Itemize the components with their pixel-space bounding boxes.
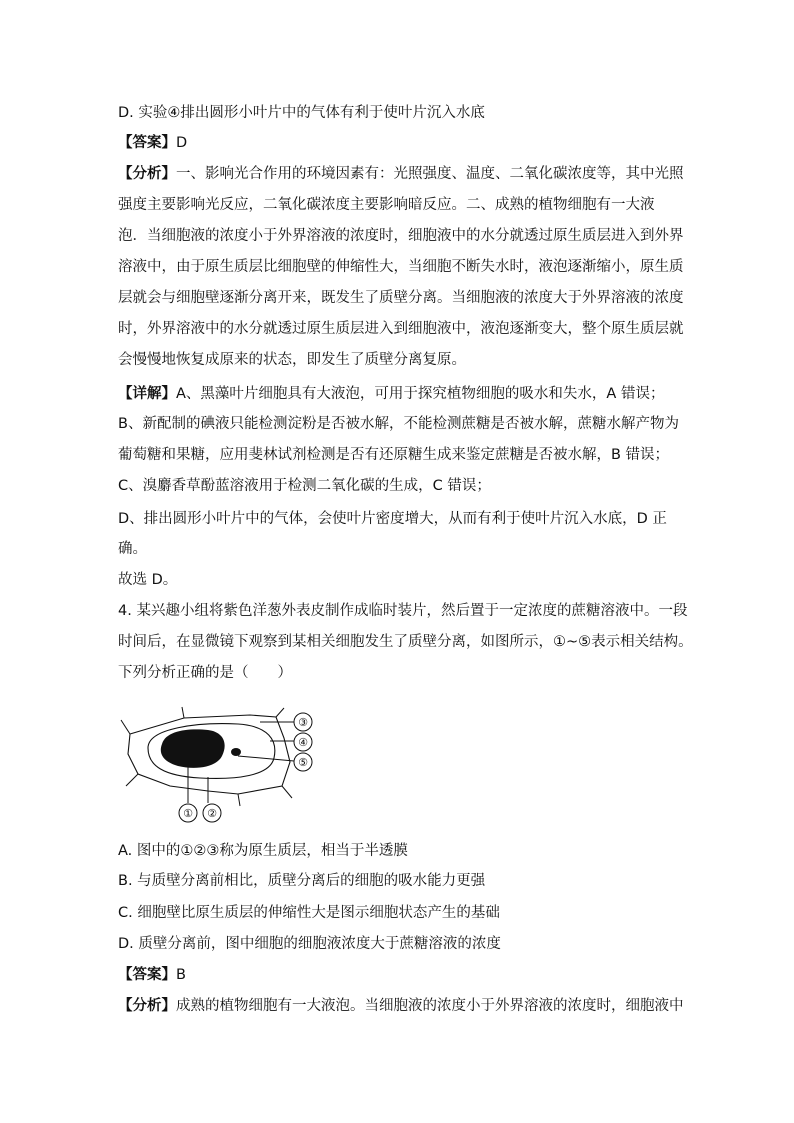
q4-stem-line-2: 时间后，在显微镜下观察到某相关细胞发生了质壁分离，如图所示，①~⑤表示相关结构。 xyxy=(118,634,693,650)
detail-label: 【详解】 xyxy=(118,386,176,402)
option-d: D. 实验④排出圆形小叶片中的气体有利于使叶片沉入水底 xyxy=(118,105,485,121)
adjacent-cell-line xyxy=(121,720,130,734)
leader-line-5 xyxy=(238,756,294,761)
q4-analysis-label: 【分析】 xyxy=(118,998,176,1014)
q4-answer-value: B xyxy=(176,967,186,983)
q4-analysis-text: 成熟的植物细胞有一大液泡。当细胞液的浓度小于外界溶液的浓度时，细胞液中 xyxy=(176,998,684,1014)
label-2: ② xyxy=(207,807,217,820)
adjacent-cell-line xyxy=(126,774,138,786)
analysis-text: 一、影响光合作用的环境因素有：光照强度、温度、二氧化碳浓度等，其中光照 xyxy=(176,166,684,182)
q4-option-a: A. 图中的①②③称为原生质层，相当于半透膜 xyxy=(118,843,408,859)
nucleus xyxy=(231,748,241,756)
answer-line xyxy=(118,133,187,153)
adjacent-cell-line xyxy=(282,786,292,798)
analysis-line-3: 泡．当细胞液的浓度小于外界溶液的浓度时，细胞液中的水分就透过原生质层进入到外界 xyxy=(118,228,684,244)
q4-option-d: D. 质壁分离前，图中细胞的细胞液浓度大于蔗糖溶液的浓度 xyxy=(118,936,501,952)
analysis-line-5: 层就会与细胞壁逐渐分离开来，既发生了质壁分离。当细胞液的浓度大于外界溶液的浓度 xyxy=(118,290,684,306)
analysis-line-2: 强度主要影响光反应，二氧化碳浓度主要影响暗反应。二、成熟的植物细胞有一大液 xyxy=(118,197,655,213)
analysis-line-6: 时，外界溶液中的水分就透过原生质层进入到细胞液中，液泡逐渐变大，整个原生质层就 xyxy=(118,321,684,337)
conclusion-line: 故选 D。 xyxy=(118,572,178,588)
q4-analysis-line-1 xyxy=(118,996,684,1016)
answer-label: 【答案】 xyxy=(118,135,176,151)
detail-text: A、黑藻叶片细胞具有大液泡，可用于探究植物细胞的吸水和失水，A 错误； xyxy=(176,386,665,402)
q4-answer-label: 【答案】 xyxy=(118,967,176,983)
adjacent-cell-line xyxy=(238,794,240,806)
detail-line-2: B、新配制的碘液只能检测淀粉是否被水解，不能检测蔗糖是否被水解，蔗糖水解产物为 xyxy=(118,416,679,432)
q4-answer-line xyxy=(118,965,186,985)
analysis-line-7: 会慢慢地恢复成原来的状态，即发生了质壁分离复原。 xyxy=(118,352,466,368)
label-1: ① xyxy=(183,807,193,820)
answer-value: D xyxy=(176,135,188,151)
analysis-label: 【分析】 xyxy=(118,166,176,182)
label-4: ④ xyxy=(298,736,308,749)
detail-line-6: 确。 xyxy=(118,541,147,557)
analysis-line-1 xyxy=(118,164,684,184)
q4-stem-line-1: 4. 某兴趣小组将紫色洋葱外表皮制作成临时装片，然后置于一定浓度的蔗糖溶液中。一段 xyxy=(118,603,688,619)
q4-option-c: C. 细胞壁比原生质层的伸缩性大是图示细胞状态产生的基础 xyxy=(118,905,500,921)
q4-option-b: B. 与质壁分离前相比，质壁分离后的细胞的吸水能力更强 xyxy=(118,873,486,889)
q4-stem-line-3: 下列分析正确的是（ ） xyxy=(118,665,292,681)
label-5: ⑤ xyxy=(298,756,308,769)
detail-line-3: 葡萄糖和果糖，应用斐林试剂检测是否有还原糖生成来鉴定蔗糖是否被水解，B 错误； xyxy=(118,447,670,463)
detail-line-1 xyxy=(118,384,664,404)
cell-diagram xyxy=(118,706,333,826)
adjacent-cell-line xyxy=(182,707,184,718)
detail-line-5: D、排出圆形小叶片中的气体，会使叶片密度增大，从而有利于使叶片沉入水底，D 正 xyxy=(118,511,667,527)
detail-line-4: C、溴麝香草酚蓝溶液用于检测二氧化碳的生成，C 错误； xyxy=(118,478,491,494)
analysis-line-4: 溶液中，由于原生质层比细胞壁的伸缩性大，当细胞不断失水时，液泡逐渐缩小，原生质 xyxy=(118,259,684,275)
label-3: ③ xyxy=(298,716,308,729)
adjacent-cell-line xyxy=(276,708,284,717)
vacuole xyxy=(161,729,225,768)
